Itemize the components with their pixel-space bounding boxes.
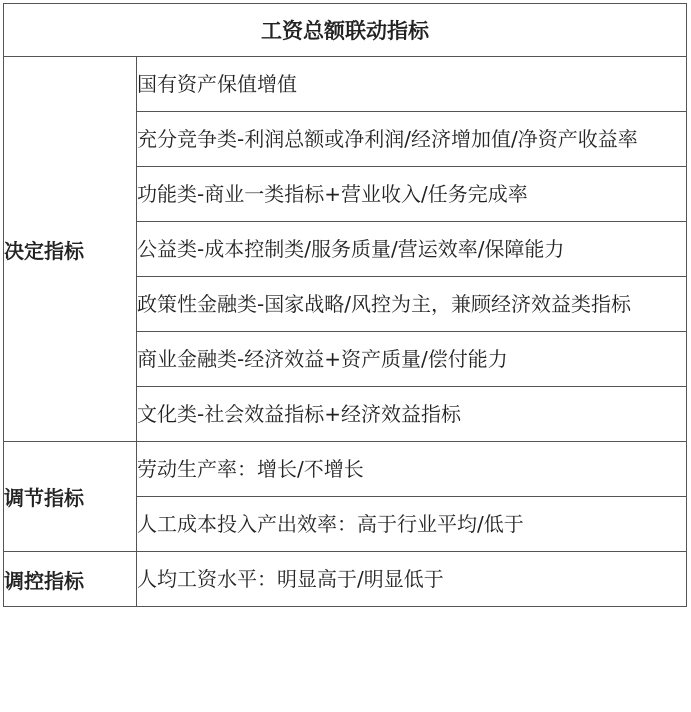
table-row xyxy=(4,57,687,112)
indicator-item: 文化类-社会效益指标+经济效益指标 xyxy=(137,387,687,442)
category-decisive: 决定指标 xyxy=(4,57,137,442)
table-title: 工资总额联动指标 xyxy=(4,4,687,57)
indicator-item: 劳动生产率：增长/不增长 xyxy=(137,442,687,497)
table-header-row xyxy=(4,4,687,57)
indicator-item: 功能类-商业一类指标+营业收入/任务完成率 xyxy=(137,167,687,222)
indicator-item: 政策性金融类-国家战略/风控为主，兼顾经济效益类指标 xyxy=(137,277,687,332)
table-row xyxy=(4,552,687,607)
indicator-item: 充分竞争类-利润总额或净利润/经济增加值/净资产收益率 xyxy=(137,112,687,167)
indicator-item: 公益类-成本控制类/服务质量/营运效率/保障能力 xyxy=(137,222,687,277)
category-adjusting: 调节指标 xyxy=(4,442,137,552)
indicator-item: 人工成本投入产出效率：高于行业平均/低于 xyxy=(137,497,687,552)
table-row xyxy=(4,442,687,497)
category-regulating: 调控指标 xyxy=(4,552,137,607)
indicator-item: 国有资产保值增值 xyxy=(137,57,687,112)
linkage-indicator-table xyxy=(3,3,687,607)
indicator-item: 商业金融类-经济效益+资产质量/偿付能力 xyxy=(137,332,687,387)
indicator-item: 人均工资水平：明显高于/明显低于 xyxy=(137,552,687,607)
